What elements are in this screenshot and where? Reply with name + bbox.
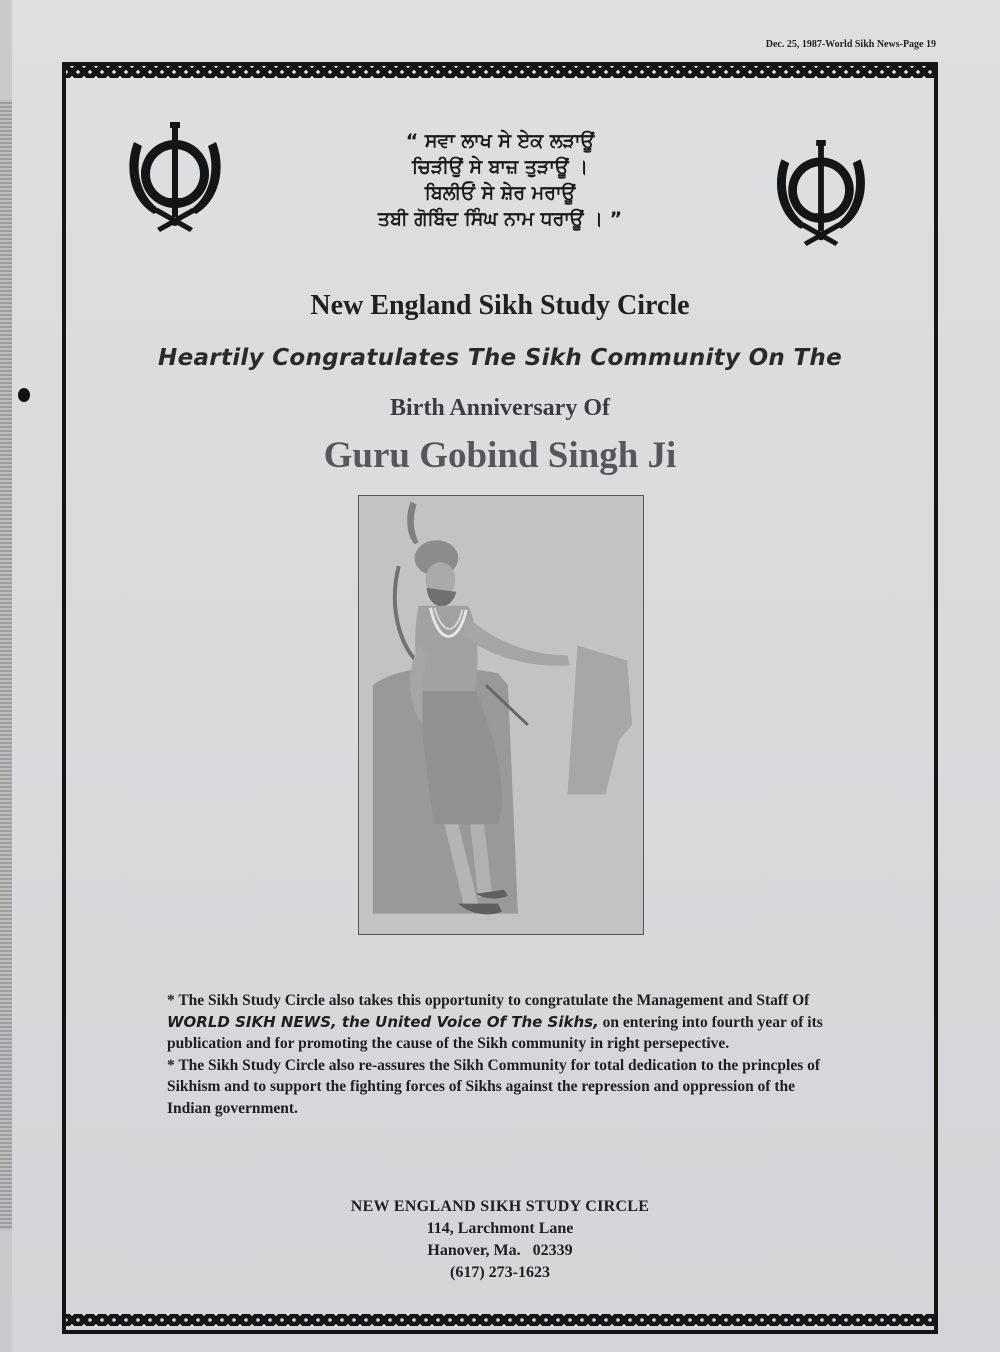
ad-body-text (167, 990, 835, 1119)
congrats-line: Heartily Congratulates The Sikh Community On The (158, 345, 842, 371)
paragraph-text: on entering into fourth year of its publication and for promoting the cause of the Sikh community in right persepective. (167, 1013, 823, 1052)
address-phone: (617) 273-1623 (450, 1264, 550, 1281)
verse-line: “ ਸਵਾ ਲਾਖ ਸੇ ਏਕ ਲੜਾਊਂ (405, 130, 595, 152)
birth-anniversary-line: Birth Anniversary Of (390, 395, 610, 421)
binder-edge (0, 100, 12, 1230)
guru-portrait-image (358, 495, 644, 935)
gurmukhi-verse (330, 128, 670, 232)
address-block (0, 1196, 1000, 1284)
khanda-icon (120, 118, 230, 238)
verse-line: ਬਿਲੀਓਂ ਸੇ ਸ਼ੇਰ ਮਰਾਊਂ (424, 182, 576, 204)
address-city: Hanover, Ma. 02339 (427, 1242, 573, 1259)
org-title: New England Sikh Study Circle (310, 290, 690, 321)
paragraph-management (167, 990, 835, 1055)
diamond-border-top (66, 66, 934, 78)
paragraph-italic-text: WORLD SIKH NEWS, the United Voice Of The Sikhs, (167, 1012, 599, 1031)
paragraph-dedication: * The Sikh Study Circle also re-assures the Sikh Community for total dedication to the princples of Sikhism and to support the fighting forces of Sikhs against the repression and oppression of the Indian government. (167, 1056, 821, 1117)
khanda-icon (768, 136, 874, 252)
guru-name-heading: Guru Gobind Singh Ji (323, 435, 677, 476)
verse-line: ਚਿੜੀਉਂ ਸੇ ਬਾਜ਼ ਤੁੜਾਊਂ । (411, 156, 589, 178)
verse-line: ਤਬੀ ਗੋਬਿੰਦ ਸਿੰਘ ਨਾਮ ਧਰਾਊਂ । ” (377, 208, 623, 230)
paragraph-text: * The Sikh Study Circle also takes this opportunity to congratulate the Management and Staff Of (167, 992, 810, 1009)
diamond-border-bottom (66, 1314, 934, 1326)
page-header: Dec. 25, 1987-World Sikh News-Page 19 (765, 39, 936, 50)
address-street: 114, Larchmont Lane (426, 1220, 574, 1237)
address-org-name: NEW ENGLAND SIKH STUDY CIRCLE (350, 1198, 650, 1215)
